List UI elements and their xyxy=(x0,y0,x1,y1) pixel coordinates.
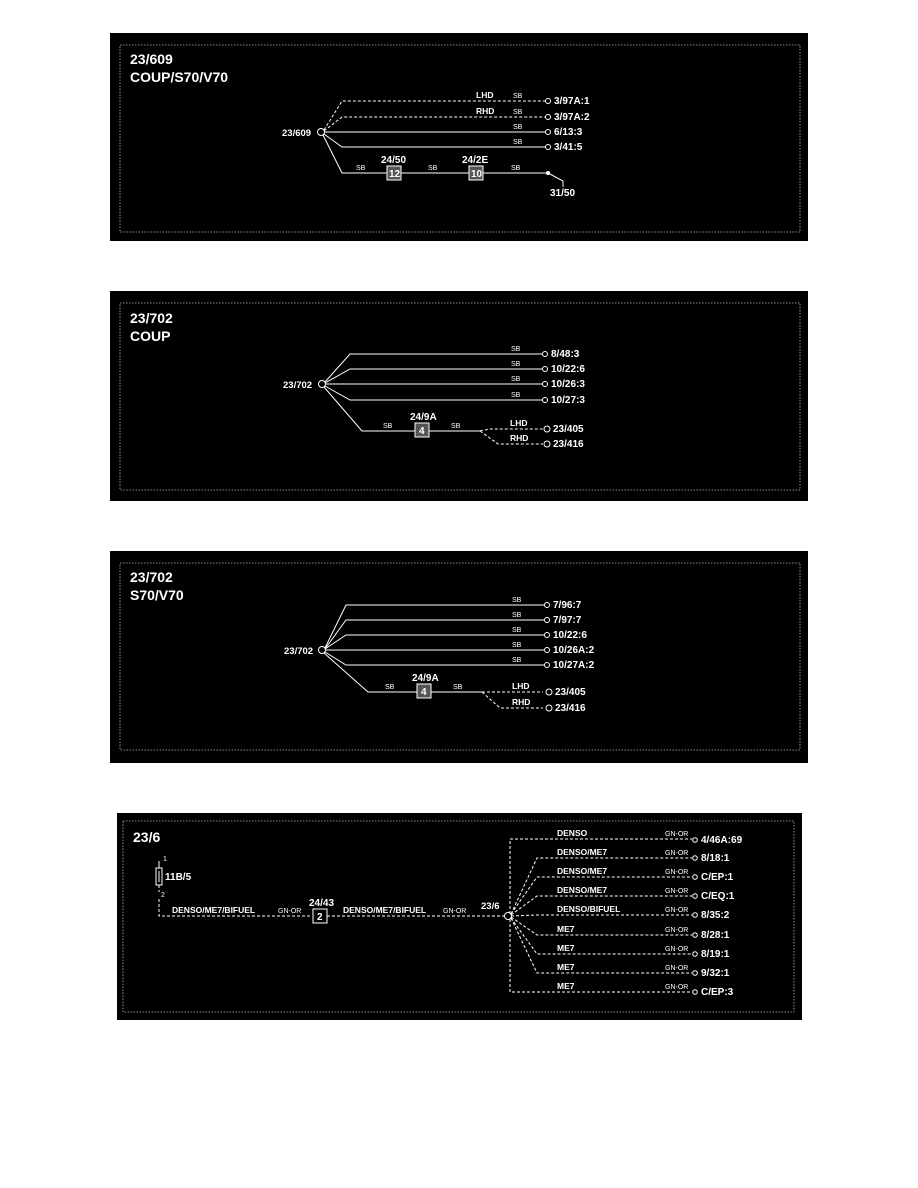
hub-label: 23/702 xyxy=(284,646,314,657)
connector-label: 7/96:7 xyxy=(553,600,582,611)
variant-label: RHD xyxy=(510,433,529,443)
wire-color-label: SB xyxy=(513,109,523,116)
splice-icon xyxy=(544,426,550,432)
wire-color-label: SB xyxy=(512,597,522,604)
ground-label: 31/50 xyxy=(550,188,576,199)
connector-pin-icon xyxy=(693,838,698,843)
variant-label: ME7 xyxy=(557,962,575,972)
fuse-pin-top: 1 xyxy=(163,856,167,863)
wire-branch xyxy=(324,101,545,130)
connector-label: 9/32:1 xyxy=(701,968,730,979)
connector-pin-icon xyxy=(693,990,698,995)
wire-color-label: SB xyxy=(451,423,461,430)
connector-pin-icon xyxy=(693,894,698,899)
wire-color-label: SB xyxy=(511,346,521,353)
panel-subtitle: COUP xyxy=(130,328,171,344)
connector-label: 4/46A:69 xyxy=(701,835,743,846)
connector-label: 8/35:2 xyxy=(701,910,730,921)
connector-pin-icon xyxy=(693,933,698,938)
connector-pin-icon xyxy=(546,115,551,120)
wire-branch xyxy=(325,354,542,382)
wire-color-label: GN-OR xyxy=(665,888,689,895)
connector-pin-icon xyxy=(543,367,548,372)
wire-color-label: SB xyxy=(511,392,521,399)
wire-color-label: SB xyxy=(428,165,438,172)
wire-color-label: SB xyxy=(513,124,523,131)
component-label: 24/9A xyxy=(410,412,437,423)
component-pin: 4 xyxy=(419,426,425,437)
variant-label: LHD xyxy=(512,681,530,691)
wire-color-label: SB xyxy=(383,423,393,430)
wire-chain xyxy=(324,653,417,692)
component-pin: 4 xyxy=(421,687,427,698)
component-label: 24/50 xyxy=(381,155,407,166)
connector-label: 10/26A:2 xyxy=(553,645,595,656)
wire-color-label: SB xyxy=(512,627,522,634)
splice-label: 23/416 xyxy=(553,439,584,450)
connector-label: 10/26:3 xyxy=(551,379,585,390)
wire-color-label: SB xyxy=(453,684,463,691)
wire-color-label: SB xyxy=(513,93,523,100)
fuse-pin-bottom: 2 xyxy=(161,892,165,899)
variant-label: LHD xyxy=(476,90,494,100)
wire-color-label: SB xyxy=(511,165,521,172)
variant-label: ME7 xyxy=(557,981,575,991)
splice-label: 23/405 xyxy=(553,424,584,435)
connector-label: 10/22:6 xyxy=(553,630,587,641)
hub-label: 23/609 xyxy=(282,128,312,139)
panel-title: 23/702 xyxy=(130,569,173,585)
connector-pin-icon xyxy=(693,875,698,880)
component-label: 24/43 xyxy=(309,898,335,909)
variant-label: RHD xyxy=(476,106,495,116)
variant-label: DENSO/ME7/BIFUEL xyxy=(343,905,427,915)
hub-splice-icon xyxy=(319,647,326,654)
variant-label: DENSO/ME7 xyxy=(557,885,608,895)
variant-label: DENSO/BIFUEL xyxy=(557,904,621,914)
wire-color-label: SB xyxy=(511,361,521,368)
wire-color-label: GN-OR xyxy=(665,869,689,876)
variant-label: DENSO/ME7 xyxy=(557,866,608,876)
connector-label: C/EQ:1 xyxy=(701,891,735,902)
panel-frame xyxy=(120,303,800,490)
component-pin: 2 xyxy=(317,912,323,923)
connector-label: 10/22:6 xyxy=(551,364,585,375)
splice-label: 23/405 xyxy=(555,687,586,698)
connector-pin-icon xyxy=(545,603,550,608)
wire-branch xyxy=(325,386,542,400)
wire-branch xyxy=(324,117,545,131)
component-pin: 10 xyxy=(471,169,483,180)
variant-label: DENSO xyxy=(557,828,588,838)
connector-pin-icon xyxy=(693,856,698,861)
wire-color-label: SB xyxy=(512,612,522,619)
connector-label: 7/97:7 xyxy=(553,615,582,626)
panel-frame xyxy=(120,563,800,750)
panel-1-svg xyxy=(110,33,808,241)
component-label: 24/9A xyxy=(412,673,439,684)
wire-color-label: GN-OR xyxy=(665,927,689,934)
component-pin: 12 xyxy=(389,169,401,180)
wire-branch xyxy=(324,134,545,147)
splice-icon xyxy=(546,689,552,695)
wire-color-label: SB xyxy=(513,139,523,146)
diagram-panel-23-609 xyxy=(110,33,808,241)
wire-color-label: GN-OR xyxy=(278,908,302,915)
panel-title: 23/609 xyxy=(130,51,173,67)
panel-title: 23/702 xyxy=(130,310,173,326)
component-label: 24/2E xyxy=(462,155,489,166)
connector-pin-icon xyxy=(693,971,698,976)
panel-2-svg xyxy=(110,291,808,501)
panel-subtitle: S70/V70 xyxy=(130,587,184,603)
connector-label: 6/13:3 xyxy=(554,127,583,138)
connector-label: 8/48:3 xyxy=(551,349,580,360)
variant-label: DENSO/ME7 xyxy=(557,847,608,857)
connector-pin-icon xyxy=(543,352,548,357)
connector-label: 8/18:1 xyxy=(701,853,730,864)
connector-label: 3/41:5 xyxy=(554,142,583,153)
wire-color-label: GN-OR xyxy=(443,908,467,915)
connector-label: 3/97A:1 xyxy=(554,96,590,107)
connector-pin-icon xyxy=(545,663,550,668)
connector-label: 3/97A:2 xyxy=(554,112,590,123)
wire-color-label: GN-OR xyxy=(665,907,689,914)
hub-label: 23/702 xyxy=(283,380,313,391)
connector-label: 10/27:3 xyxy=(551,395,585,406)
hub-splice-icon xyxy=(318,129,325,136)
wire-color-label: SB xyxy=(385,684,395,691)
wire-branch xyxy=(511,915,692,916)
connector-pin-icon xyxy=(543,382,548,387)
hub-splice-icon xyxy=(319,381,326,388)
panel-4-svg xyxy=(117,813,802,1020)
diagram-panel-23-702-s70-v70 xyxy=(110,551,808,763)
connector-pin-icon xyxy=(546,130,551,135)
connector-pin-icon xyxy=(545,618,550,623)
connector-pin-icon xyxy=(543,398,548,403)
panel-subtitle: COUP/S70/V70 xyxy=(130,69,229,85)
wire-color-label: SB xyxy=(356,165,366,172)
wire-color-label: SB xyxy=(511,376,521,383)
connector-label: 10/27A:2 xyxy=(553,660,595,671)
variant-label: ME7 xyxy=(557,924,575,934)
connector-label: 8/28:1 xyxy=(701,930,730,941)
variant-label: LHD xyxy=(510,418,528,428)
variant-label: ME7 xyxy=(557,943,575,953)
connector-pin-icon xyxy=(693,913,698,918)
diagram-panel-23-702-coup xyxy=(110,291,808,501)
wire-color-label: SB xyxy=(512,657,522,664)
branch-group xyxy=(510,828,743,998)
connector-pin-icon xyxy=(693,952,698,957)
fuse-label: 11B/5 xyxy=(165,872,192,883)
variant-label: RHD xyxy=(512,697,531,707)
connector-label: 8/19:1 xyxy=(701,949,730,960)
wire-color-label: GN-OR xyxy=(665,984,689,991)
variant-label: DENSO/ME7/BIFUEL xyxy=(172,905,256,915)
connector-label: C/EP:1 xyxy=(701,872,734,883)
panel-3-svg xyxy=(110,551,808,763)
connector-pin-icon xyxy=(545,633,550,638)
wire-branch xyxy=(325,369,542,383)
connector-pin-icon xyxy=(546,145,551,150)
splice-icon xyxy=(546,705,552,711)
wire-color-label: GN-OR xyxy=(665,946,689,953)
wire-color-label: GN-OR xyxy=(665,965,689,972)
connector-label: C/EP:3 xyxy=(701,987,734,998)
splice-icon xyxy=(544,441,550,447)
splice-label: 23/416 xyxy=(555,703,586,714)
wire-color-label: GN-OR xyxy=(665,831,689,838)
connector-pin-icon xyxy=(545,648,550,653)
wire-color-label: GN-OR xyxy=(665,850,689,857)
ground-wire xyxy=(548,173,563,187)
hub-label: 23/6 xyxy=(481,901,500,912)
diagram-panel-23-6 xyxy=(117,813,802,1020)
panel-title: 23/6 xyxy=(133,829,161,845)
wire-split xyxy=(480,429,543,431)
wire-color-label: SB xyxy=(512,642,522,649)
connector-pin-icon xyxy=(546,99,551,104)
